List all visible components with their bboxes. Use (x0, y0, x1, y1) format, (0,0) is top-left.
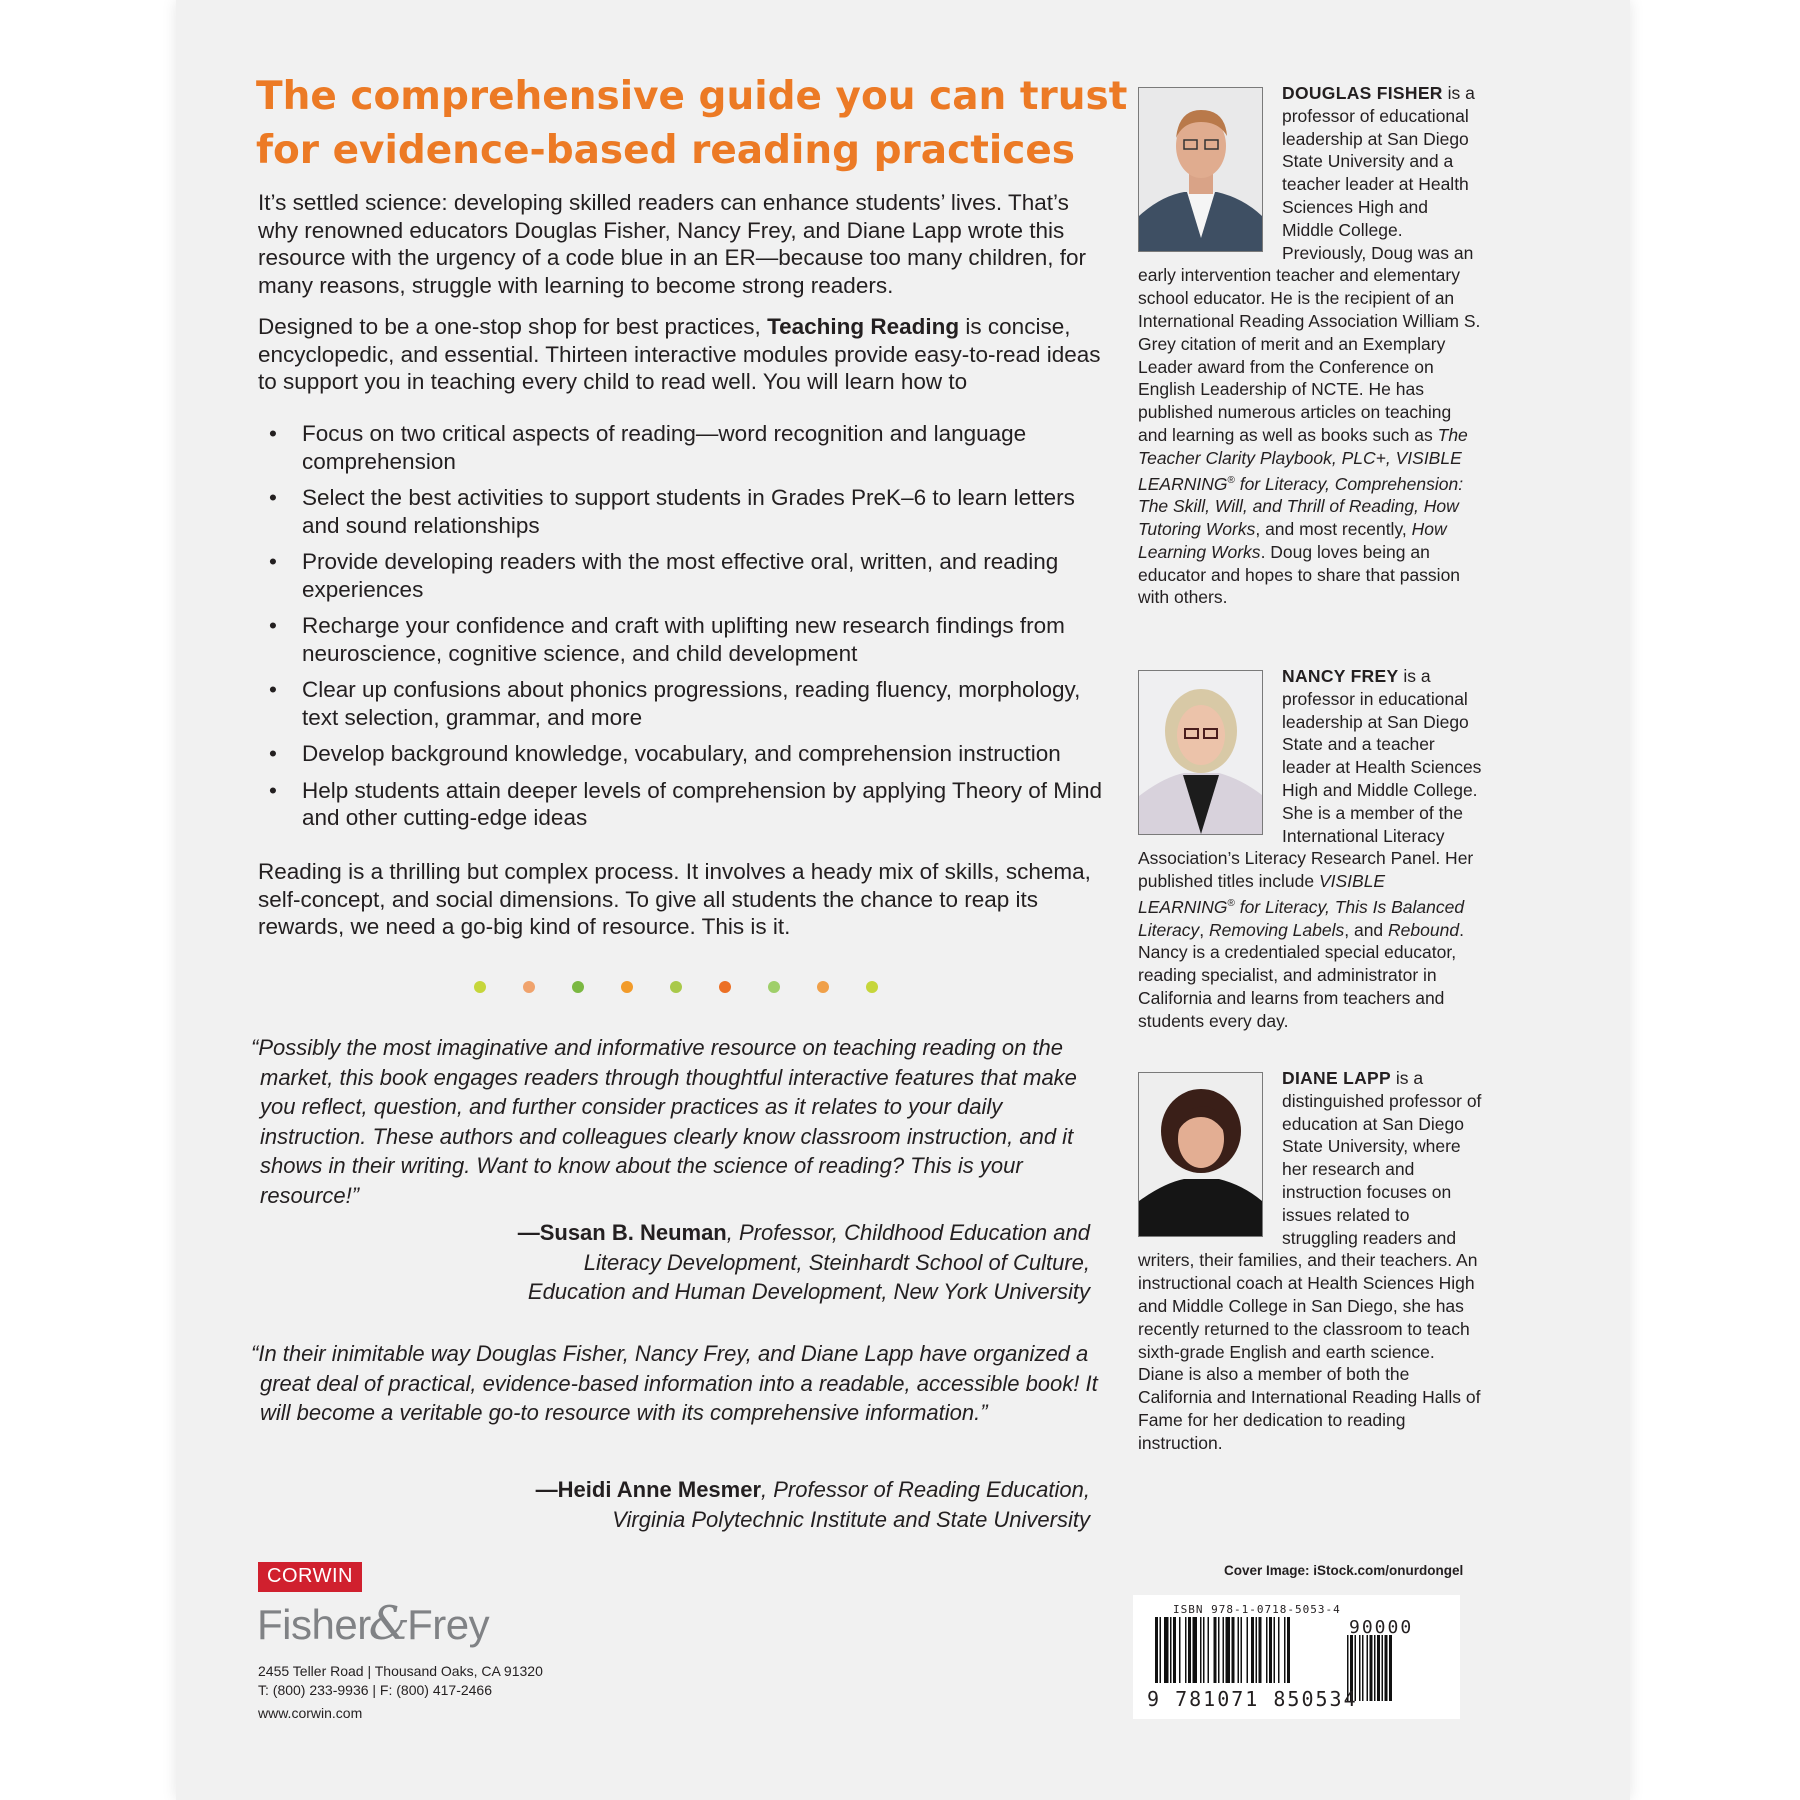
divider-dot (572, 981, 584, 993)
testimonial-attribution (450, 1475, 1090, 1534)
barcode-addon-digits: 90000 (1349, 1617, 1414, 1638)
barcode-bar (1223, 1617, 1225, 1683)
barcode-bar (1200, 1617, 1202, 1683)
intro-text-before: Designed to be a one-stop shop for best practices, (258, 314, 768, 339)
author-title: Virginia Polytechnic Institute and State University (612, 1506, 1090, 1532)
testimonial-attribution (450, 1218, 1090, 1307)
intro-paragraph-2 (258, 313, 1103, 396)
barcode-bar (1241, 1617, 1243, 1683)
author-title: , Professor, Childhood Education and (726, 1220, 1090, 1245)
isbn-barcode (1133, 1595, 1460, 1719)
bullet-icon: • (269, 777, 277, 803)
barcode-digits: 9 781071 850534 (1147, 1687, 1358, 1711)
list-item (258, 740, 1118, 768)
list-item-text: Focus on two critical aspects of reading—word recognition and language comprehension (302, 421, 1027, 474)
barcode-bar (1274, 1617, 1276, 1683)
divider-dot (621, 981, 633, 993)
list-item-text: Help students attain deeper levels of comprehension by applying Theory of Mind and other cutting-edge ideas (302, 777, 1103, 830)
barcode-bar (1238, 1617, 1240, 1683)
barcode-bar (1208, 1617, 1210, 1683)
book-title: Teaching Reading (767, 314, 960, 339)
barcode-bar (1203, 1617, 1205, 1683)
bio-text: , and most recently, (1255, 518, 1412, 539)
bio-text: . Doug loves being an educator and hopes to share that passion with others. (1138, 541, 1461, 608)
barcode-bar (1232, 1617, 1235, 1683)
cover-image-credit: Cover Image: iStock.com/onurdongel (1224, 1563, 1464, 1578)
barcode-addon-bar (1367, 1635, 1369, 1701)
bullet-icon: • (269, 741, 277, 766)
bullet-icon: • (269, 549, 277, 574)
bullet-icon: • (269, 613, 277, 638)
list-item-text: Develop background knowledge, vocabulary, and comprehension instruction (302, 741, 1061, 766)
book-title-caps: VISIBLE LEARNING (1138, 447, 1462, 494)
barcode-addon-bar (1370, 1635, 1373, 1701)
barcode-bar (1185, 1617, 1187, 1683)
divider-dot (768, 981, 780, 993)
corwin-logo: CORWIN (258, 1562, 362, 1592)
barcode-bar (1251, 1617, 1254, 1683)
bio-text: . Nancy is a credentialed special educator, reading specialist, and administrator in California and learns from teachers and students every day. (1138, 919, 1464, 1031)
list-item-text: Select the best activities to support students in Grades PreK–6 to learn letters and sound relationships (302, 485, 1075, 538)
bio-text: is a professor of educational leadership at San Diego State University and a teacher leader at Health Sciences High and Middle College. Previously, Doug was an early intervention teacher and elementary school educator. He is the recipient of an International Reading Association William S. Grey citation of merit and an Exemplary Leader award from the Conference on English Leadership of NCTE. He has published numerous articles on teaching and learning as well as books such as (1138, 83, 1481, 445)
intro-text-after: is concise, encyclopedic, and essential. Thirteen interactive modules provide easy-to-read ideas to support you in teaching every child to read well. You will learn how to (258, 314, 1101, 394)
bio-text: is a professor in educational leadership at San Diego State and a teacher leader at Health Sciences High and Middle College. She is a member of the International Literacy Association’s Literacy Research Panel. Her published titles include (1138, 666, 1482, 892)
barcode-bar (1284, 1617, 1286, 1683)
logo-ampersand: & (368, 1596, 410, 1650)
testimonial-quote (251, 1339, 1101, 1428)
barcode-bar (1266, 1617, 1268, 1683)
barcode-bar (1155, 1617, 1158, 1683)
barcode-addon-bar (1374, 1635, 1376, 1701)
bio-text: , and (1344, 919, 1389, 940)
testimonial-quote (251, 1033, 1101, 1210)
barcode-bar (1160, 1617, 1162, 1683)
list-item (258, 548, 1118, 603)
headline (256, 70, 1136, 178)
author-bio-douglas-fisher (1138, 82, 1483, 609)
book-titles: for Literacy, This Is Balanced Literacy (1138, 896, 1465, 940)
headline-line-1: The comprehensive guide you can trust (256, 74, 1128, 119)
barcode-addon-bar (1382, 1635, 1384, 1701)
author-name: NANCY FREY (1282, 666, 1399, 686)
barcode-addon-bar (1377, 1635, 1380, 1701)
intro-paragraph-1: It’s settled science: developing skilled readers can enhance students’ lives. That’s why renowned educators Douglas Fisher, Nancy Frey, and Diane Lapp wrote this resource with the urgency of a code blue in an ER—because too many children, for many reasons, struggle with learning to become strong readers. (258, 190, 1086, 298)
fisher-frey-logo (257, 1596, 489, 1650)
bullet-icon: • (269, 421, 277, 446)
barcode-addon-bar (1385, 1635, 1388, 1701)
author-name: DOUGLAS FISHER (1282, 83, 1443, 103)
address-line: 2455 Teller Road | Thousand Oaks, CA 91320 (258, 1663, 543, 1679)
quote-text: “Possibly the most imaginative and informative resource on teaching reading on the market, this book engages readers through thoughtful interactive features that make you reflect, question, and further consider practices as it relates to your daily instruction. These authors and colleagues clearly know classroom instruction, and it shows in their writing. Want to know about the science of reading? This is your resource!” (251, 1035, 1077, 1208)
barcode-bar (1173, 1617, 1176, 1683)
bio-text: , (1199, 919, 1210, 940)
list-item (258, 612, 1118, 667)
phone-line: T: (800) 233-9936 | F: (800) 417-2466 (258, 1682, 493, 1698)
barcode-bar (1170, 1617, 1172, 1683)
book-titles: for Literacy, Comprehension: The Skill, Will, and Thrill of Reading, How Tutoring Works (1138, 473, 1464, 539)
author-name: DIANE LAPP (1282, 1068, 1391, 1088)
barcode-addon-bar (1359, 1635, 1361, 1701)
bullet-icon: • (269, 677, 277, 702)
divider-dot (719, 981, 731, 993)
barcode-bar (1269, 1617, 1272, 1683)
barcode-bar (1193, 1617, 1198, 1683)
barcode-bar (1278, 1617, 1280, 1683)
divider-dot (817, 981, 829, 993)
quote-text: “In their inimitable way Douglas Fisher, Nancy Frey, and Diane Lapp have organized a great deal of practical, evidence-based information into a readable, accessible book! It will become a veritable go-to resource with its comprehensive information.” (251, 1341, 1098, 1425)
author-title: Literacy Development, Steinhardt School of Culture, (583, 1249, 1090, 1275)
headline-line-2: for evidence-based reading practices (256, 128, 1076, 173)
quote-author: —Susan B. Neuman (517, 1220, 727, 1245)
bio-text: is a distinguished professor of education at San Diego State University, where her research and instruction focuses on issues related to struggling readers and writers, their families, and their teachers. An instructional coach at Health Sciences High and Middle College in San Diego, she has recently returned to the classroom to teach sixth-grade English and earth science. Diane is also a member of both the California and International Reading Halls of Fame for her dedication to reading instruction. (1138, 1068, 1482, 1453)
registered-mark: ® (1227, 897, 1235, 909)
book-titles: Rebound (1388, 919, 1460, 940)
list-item (258, 420, 1118, 475)
divider-dot (474, 981, 486, 993)
list-item (258, 777, 1118, 832)
registered-mark: ® (1227, 474, 1235, 486)
barcode-bar (1188, 1617, 1191, 1683)
quote-author: —Heidi Anne Mesmer (535, 1477, 762, 1502)
outro-paragraph: Reading is a thrilling but complex process. It involves a heady mix of skills, schema, self-concept, and social dimensions. To give all students the chance to reap its rewards, we need a go-big kind of resource. This is it. (258, 859, 1091, 939)
barcode-bar (1226, 1617, 1231, 1683)
author-bio-nancy-frey (1138, 665, 1483, 1033)
bullet-icon: • (269, 485, 277, 510)
isbn-label: ISBN 978-1-0718-5053-4 (1173, 1603, 1341, 1616)
list-item-text: Provide developing readers with the most effective oral, written, and reading experiences (302, 549, 1059, 602)
author-title: Education and Human Development, New York University (527, 1279, 1090, 1304)
author-title: , Professor of Reading Education, (761, 1477, 1090, 1502)
barcode-addon-bar (1389, 1635, 1392, 1701)
logo-text-left: Fisher (257, 1601, 371, 1648)
barcode-addon-bar (1362, 1635, 1364, 1701)
list-item (258, 484, 1118, 539)
barcode-bar (1247, 1617, 1249, 1683)
publisher-address (258, 1662, 543, 1723)
book-titles: How Learning Works (1138, 518, 1447, 562)
website: www.corwin.com (258, 1705, 363, 1721)
author-bio-diane-lapp (1138, 1067, 1483, 1455)
dot-divider (474, 981, 884, 995)
book-title-caps: VISIBLE LEARNING (1138, 871, 1386, 917)
divider-dot (670, 981, 682, 993)
book-titles: The Teacher Clarity Playbook, PLC+, (1138, 424, 1468, 468)
barcode-bar (1259, 1617, 1262, 1683)
list-item-text: Clear up confusions about phonics progressions, reading fluency, morphology, text selection, grammar, and more (302, 677, 1081, 730)
divider-dot (523, 981, 535, 993)
barcode-bar (1287, 1617, 1290, 1683)
divider-dot (866, 981, 878, 993)
barcode-bar (1214, 1617, 1217, 1683)
barcode-bar (1164, 1617, 1169, 1683)
logo-text-right: Frey (407, 1601, 490, 1648)
barcode-bar (1256, 1617, 1258, 1683)
list-item (258, 676, 1118, 731)
barcode-bar (1179, 1617, 1181, 1683)
barcode-bar (1218, 1617, 1220, 1683)
book-titles: Removing Labels (1209, 919, 1345, 940)
learning-list (258, 420, 1118, 841)
list-item-text: Recharge your confidence and craft with uplifting new research findings from neuroscience, cognitive science, and child development (302, 613, 1065, 666)
